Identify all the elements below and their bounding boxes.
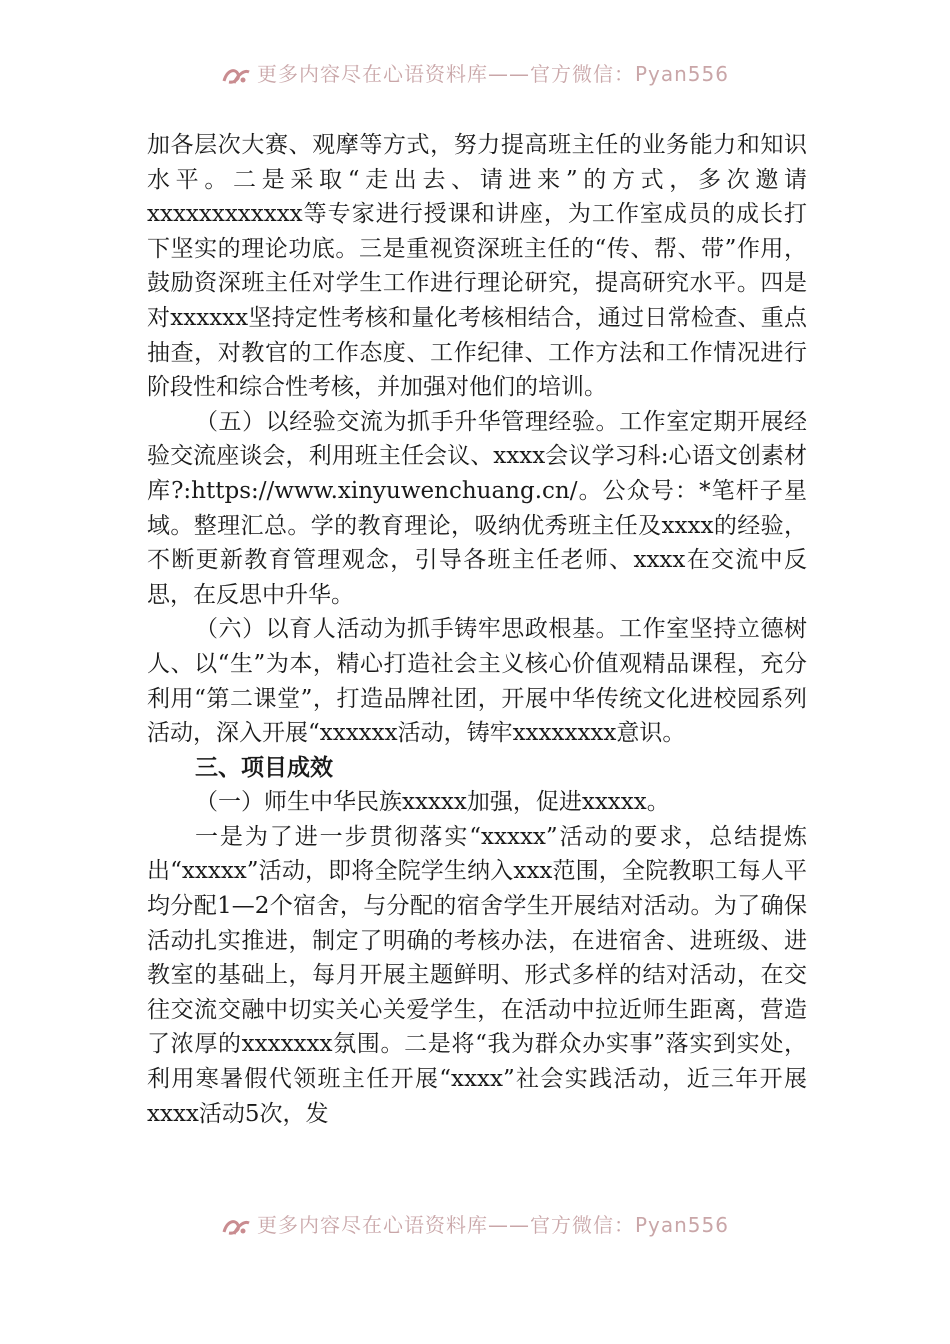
watermark-top — [0, 58, 950, 87]
document-body — [147, 128, 807, 1131]
section-heading: 三、项目成效 — [195, 754, 333, 781]
paragraph-experience-exchange: （五）以经验交流为抓手升华管理经验。工作室定期开展经验交流座谈会，利用班主任会议、xxxx会议学习科:心语文创素材库?:https://www.xinyuwenchuang.cn/。公众号：*笔杆子星域。整理汇总。学的教育理论，吸纳优秀班主任及xxxx的经验，不断更新教育管理观念，引导各班主任老师、xxxx在交流中反思，在反思中升华。 — [147, 408, 807, 608]
brand-logo-icon — [221, 65, 251, 87]
watermark-text: 更多内容尽在心语资料库——官方微信：Pyan556 — [256, 62, 729, 86]
watermark-bottom — [0, 1209, 950, 1238]
paragraph-training: 加各层次大赛、观摩等方式，努力提高班主任的业务能力和知识水平。二是采取“走出去、请进来”的方式，多次邀请xxxxxxxxxxxx等专家进行授课和讲座，为工作室成员的成长打下坚实的理论功底。三是重视资深班主任的“传、帮、带”作用，鼓励资深班主任对学生工作进行理论研究，提高研究水平。四是对xxxxxx坚持定性考核和量化考核相结合，通过日常检查、重点抽查，对教官的工作态度、工作纪律、工作方法和工作情况进行阶段性和综合性考核，并加强对他们的培训。 — [147, 132, 807, 401]
brand-logo-icon — [221, 1216, 251, 1238]
watermark-text: 更多内容尽在心语资料库——官方微信：Pyan556 — [256, 1213, 729, 1237]
paragraph-education-activities: （六）以育人活动为抓手铸牢思政根基。工作室坚持立德树人、以“生”为本，精心打造社会主义核心价值观精品课程，充分利用“第二课堂”，打造品牌社团，开展中华传统文化进校园系列活动，深入开展“xxxxxx活动，铸牢xxxxxxxx意识。 — [147, 616, 807, 747]
subheading: （一）师生中华民族xxxxx加强，促进xxxxx。 — [195, 789, 670, 816]
paragraph-results: 一是为了进一步贯彻落实“xxxxx”活动的要求，总结提炼出“xxxxx”活动，即将全院学生纳入xxx范围，全院教职工每人平均分配1—2个宿舍，与分配的宿舍学生开展结对活动。为了确保活动扎实推进，制定了明确的考核办法，在进宿舍、进班级、进教室的基础上，每月开展主题鲜明、形式多样的结对活动，在交往交流交融中切实关心关爱学生，在活动中拉近师生距离，营造了浓厚的xxxxxxx氛围。二是将“我为群众办实事”落实到实处，利用寒暑假代领班主任开展“xxxx”社会实践活动，近三年开展xxxx活动5次，发 — [147, 823, 807, 1127]
